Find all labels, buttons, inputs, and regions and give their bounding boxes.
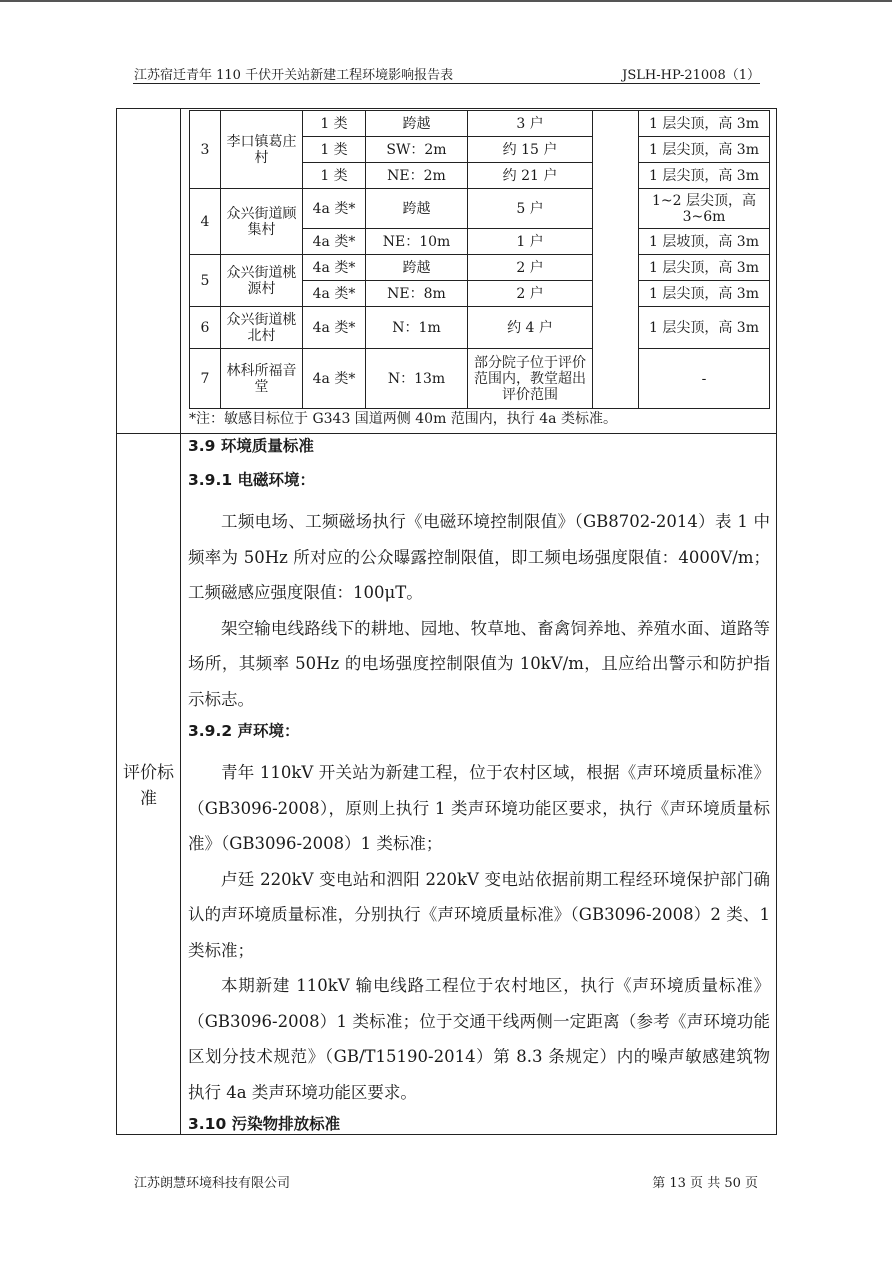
noise-class: 4a 类* bbox=[303, 307, 366, 349]
evaluation-standard-label: 评价标准 bbox=[123, 763, 174, 809]
building-description: 1 层尖顶，高 3m bbox=[639, 255, 770, 281]
building-description: 1 层尖顶，高 3m bbox=[639, 281, 770, 307]
building-description: - bbox=[639, 349, 770, 409]
household-count: 约 4 户 bbox=[468, 307, 593, 349]
noise-class: 4a 类* bbox=[303, 255, 366, 281]
standards-section bbox=[188, 436, 770, 1148]
page-number: 第 13 页 共 50 页 bbox=[652, 1176, 758, 1191]
row-number: 4 bbox=[190, 189, 221, 255]
noise-class: 1 类 bbox=[303, 163, 366, 189]
household-count: 2 户 bbox=[468, 281, 593, 307]
direction-distance: 跨越 bbox=[366, 111, 468, 137]
noise-class: 1 类 bbox=[303, 111, 366, 137]
household-count: 5 户 bbox=[468, 189, 593, 229]
target-name: 李口镇葛庄村 bbox=[221, 111, 303, 189]
building-description: 1~2 层尖顶，高 3~6m bbox=[639, 189, 770, 229]
table-note: *注：敏感目标位于 G343 国道两侧 40m 范围内，执行 4a 类标准。 bbox=[189, 411, 617, 427]
direction-distance: NE：8m bbox=[366, 281, 468, 307]
target-name: 林科所福音堂 bbox=[221, 349, 303, 409]
row-number: 5 bbox=[190, 255, 221, 307]
direction-distance: SW：2m bbox=[366, 137, 468, 163]
paragraph: 工频电场、工频磁场执行《电磁环境控制限值》（GB8702-2014）表 1 中频率为 50Hz 所对应的公众曝露控制限值，即工频电场强度限值：4000V/m；工频磁感应强度限值：100μT。 bbox=[188, 512, 770, 602]
row-number: 6 bbox=[190, 307, 221, 349]
blank-column bbox=[593, 111, 639, 409]
sensitive-targets-table bbox=[189, 110, 770, 409]
section-divider bbox=[116, 433, 777, 434]
table-row bbox=[190, 111, 770, 137]
building-description: 1 层尖顶，高 3m bbox=[639, 111, 770, 137]
target-name: 众兴街道顾集村 bbox=[221, 189, 303, 255]
column-divider bbox=[180, 108, 181, 1135]
target-name: 众兴街道桃源村 bbox=[221, 255, 303, 307]
heading-3-9-2: 3.9.2 声环境： bbox=[188, 722, 300, 740]
heading-3-9: 3.9 环境质量标准 bbox=[188, 437, 314, 455]
company-name: 江苏朗慧环境科技有限公司 bbox=[134, 1176, 291, 1191]
building-description: 1 层尖顶，高 3m bbox=[639, 137, 770, 163]
paragraph: 本期新建 110kV 输电线路工程位于农村地区，执行《声环境质量标准》（GB3096-2008）1 类标准；位于交通干线两侧一定距离（参考《声环境功能区划分技术规范》（GB/T15190-2014）第 8.3 条规定）内的噪声敏感建筑物执行 4a 类声环境功能区要求。 bbox=[188, 976, 770, 1102]
direction-distance: 跨越 bbox=[366, 255, 468, 281]
building-description: 1 层尖顶，高 3m bbox=[639, 163, 770, 189]
table-row bbox=[190, 349, 770, 409]
noise-class: 4a 类* bbox=[303, 189, 366, 229]
paragraph: 架空输电线路线下的耕地、园地、牧草地、畜禽饲养地、养殖水面、道路等场所，其频率 50Hz 的电场强度控制限值为 10kV/m，且应给出警示和防护指示标志。 bbox=[188, 618, 770, 709]
top-rule bbox=[0, 0, 892, 2]
direction-distance: N：13m bbox=[366, 349, 468, 409]
report-title: 江苏宿迁青年 110 千伏开关站新建工程环境影响报告表 bbox=[134, 68, 454, 83]
table-row bbox=[190, 255, 770, 281]
household-count: 2 户 bbox=[468, 255, 593, 281]
household-count: 1 户 bbox=[468, 229, 593, 255]
table-row bbox=[190, 189, 770, 229]
building-description: 1 层尖顶，高 3m bbox=[639, 307, 770, 349]
direction-distance: NE：2m bbox=[366, 163, 468, 189]
noise-class: 4a 类* bbox=[303, 229, 366, 255]
household-count: 3 户 bbox=[468, 111, 593, 137]
target-name: 众兴街道桃北村 bbox=[221, 307, 303, 349]
direction-distance: N：1m bbox=[366, 307, 468, 349]
noise-class: 4a 类* bbox=[303, 281, 366, 307]
table-row bbox=[190, 307, 770, 349]
paragraph: 青年 110kV 开关站为新建工程，位于农村区域，根据《声环境质量标准》（GB3096-2008），原则上执行 1 类声环境功能区要求，执行《声环境质量标准》（GB3096-2008）1 类标准； bbox=[188, 763, 770, 853]
heading-3-10: 3.10 污染物排放标准 bbox=[188, 1115, 341, 1133]
row-number: 3 bbox=[190, 111, 221, 189]
heading-3-9-1: 3.9.1 电磁环境： bbox=[188, 471, 316, 489]
noise-class: 1 类 bbox=[303, 137, 366, 163]
document-code: JSLH-HP-21008（1） bbox=[622, 68, 760, 83]
noise-class: 4a 类* bbox=[303, 349, 366, 409]
paragraph: 卢廷 220kV 变电站和泗阳 220kV 变电站依据前期工程经环境保护部门确认的声环境质量标准，分别执行《声环境质量标准》（GB3096-2008）2 类、1 类标准； bbox=[188, 869, 770, 960]
building-description: 1 层坡顶，高 3m bbox=[639, 229, 770, 255]
row-number: 7 bbox=[190, 349, 221, 409]
direction-distance: NE：10m bbox=[366, 229, 468, 255]
household-count: 部分院子位于评价范围内，教堂超出评价范围 bbox=[468, 349, 593, 409]
household-count: 约 21 户 bbox=[468, 163, 593, 189]
direction-distance: 跨越 bbox=[366, 189, 468, 229]
household-count: 约 15 户 bbox=[468, 137, 593, 163]
header-rule bbox=[133, 83, 760, 84]
